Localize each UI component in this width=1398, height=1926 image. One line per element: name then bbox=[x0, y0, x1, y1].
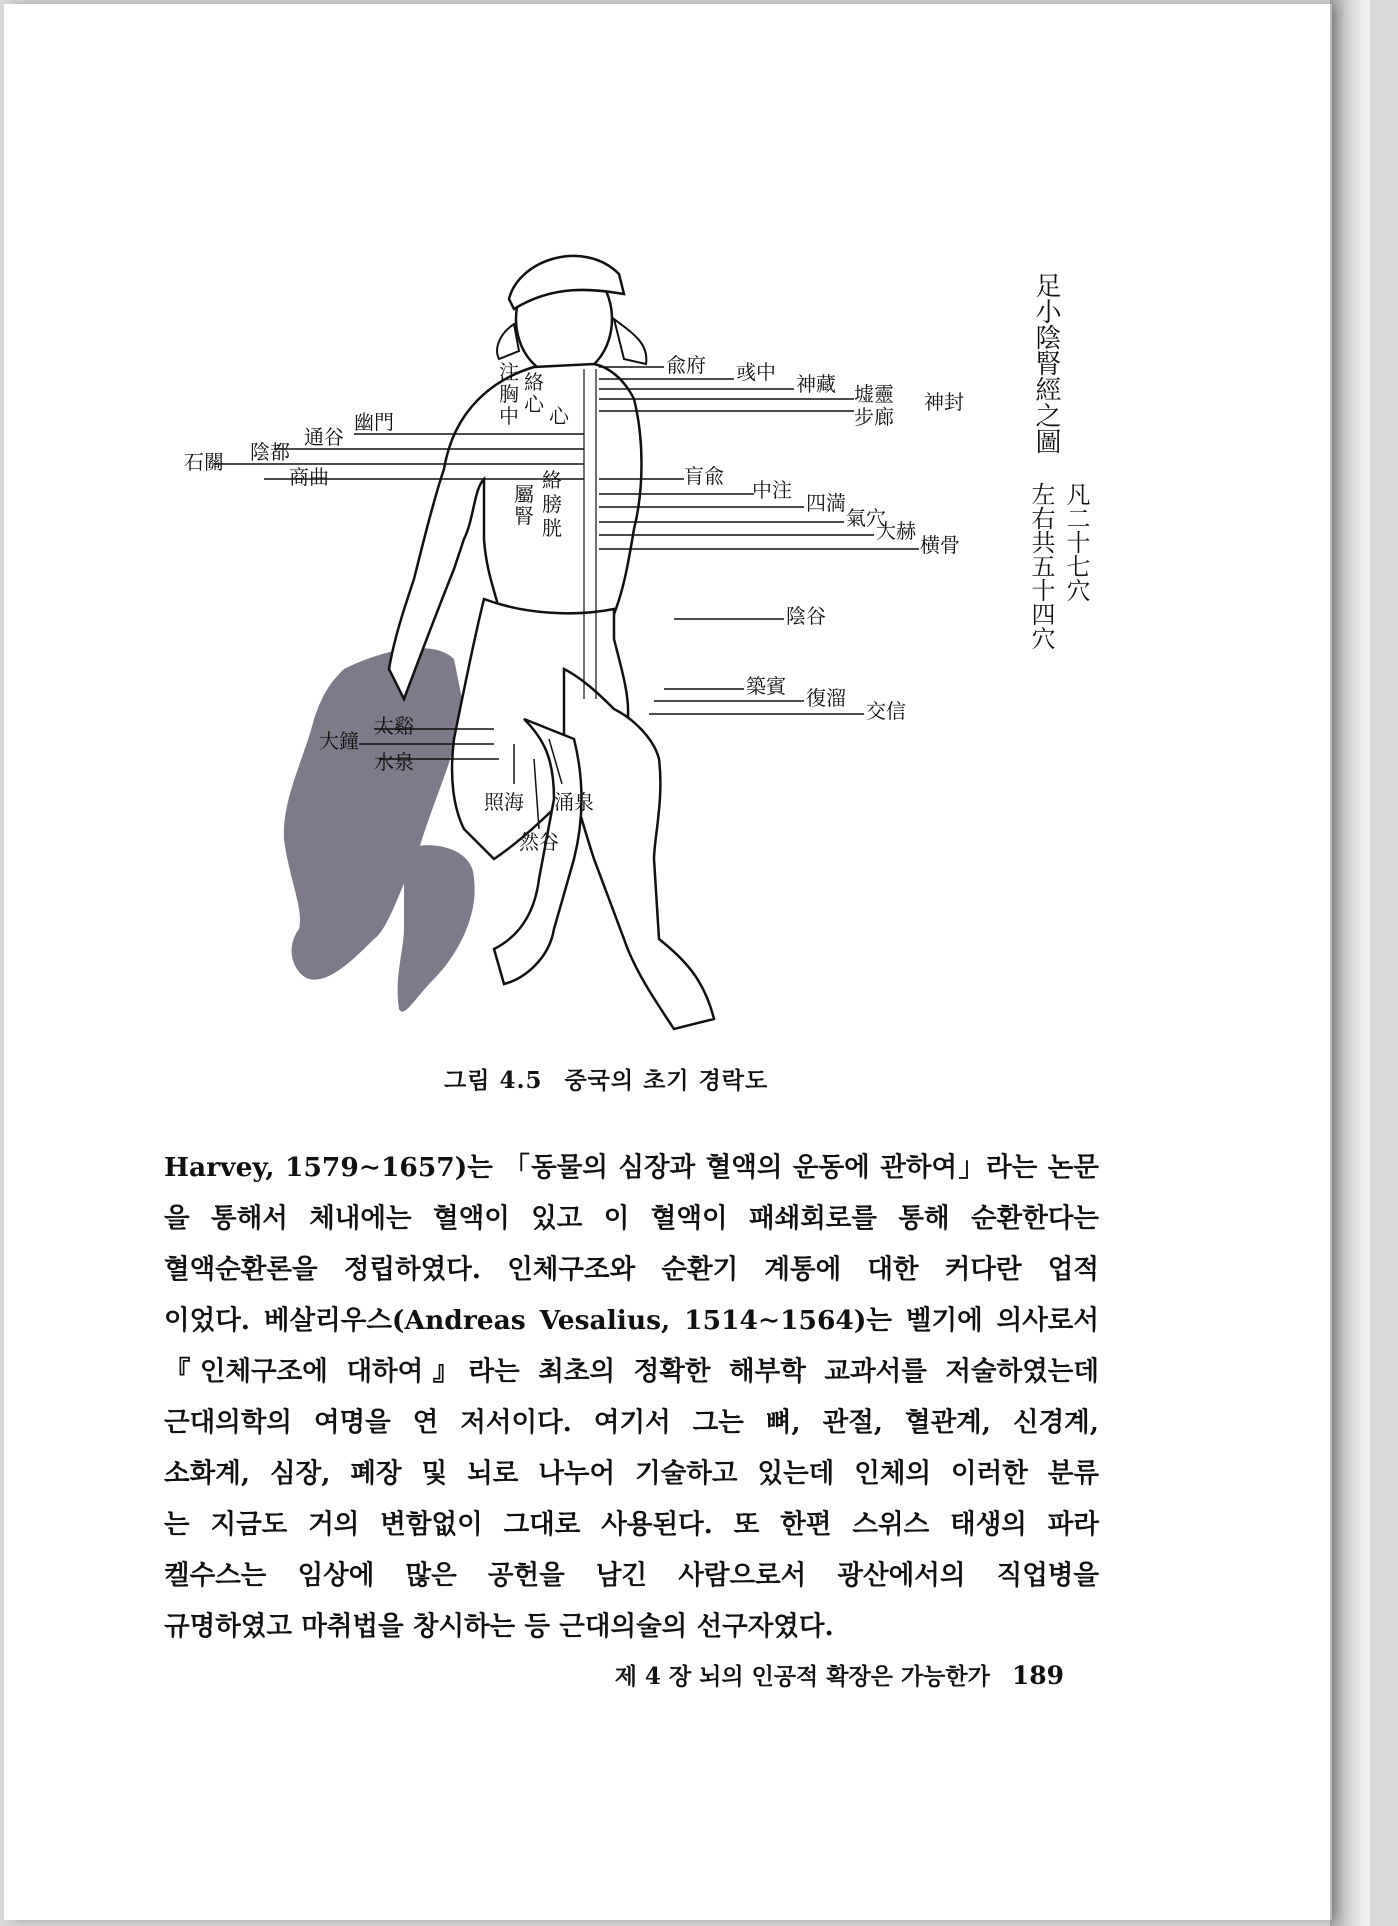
body-line: 규명하였고 마취법을 창시하는 등 근대의술의 선구자였다. bbox=[164, 1611, 834, 1642]
body-line: 소화계, 심장, 폐장 및 뇌로 나누어 기술하고 있는데 인체의 이러한 분류 bbox=[164, 1458, 1099, 1489]
label-siman: 四満 bbox=[806, 491, 846, 515]
body-line: 을 통해서 체내에는 혈액이 있고 이 혈액이 패쇄회로를 통해 순환한다는 bbox=[164, 1203, 1099, 1234]
body-paragraph bbox=[164, 1142, 1099, 1652]
label-guang: 胱 bbox=[542, 516, 562, 540]
body-line: 켈수스는 임상에 많은 공헌을 남긴 사람으로서 광산에서의 직업병을 bbox=[164, 1560, 1099, 1591]
chapter-title: 제 4 장 뇌의 인공적 확장은 가능한가 bbox=[614, 1663, 990, 1690]
left-scarf bbox=[497, 324, 519, 359]
label-shiguan: 石關 bbox=[184, 450, 224, 474]
label-lingxu: 墟靈 bbox=[854, 382, 894, 406]
label-jiaoxin: 交信 bbox=[866, 699, 906, 723]
page-number: 189 bbox=[1011, 1661, 1064, 1690]
body-line: 『인체구조에 대하여』라는 최초의 정확한 해부학 교과서를 저술하였는데 bbox=[164, 1356, 1099, 1387]
label-shuiquan: 水泉 bbox=[374, 750, 414, 774]
label-fuliu: 復溜 bbox=[806, 686, 846, 710]
label-shen: 腎 bbox=[514, 504, 534, 528]
page-edge bbox=[1330, 0, 1370, 1926]
label-henggu: 横骨 bbox=[920, 533, 960, 557]
figure-caption bbox=[444, 1062, 944, 1095]
label-dahe: 大赫 bbox=[876, 519, 916, 543]
body-line: Harvey, 1579∼1657)는 「동물의 심장과 혈액의 운동에 관하여」라는 논문 bbox=[164, 1152, 1099, 1183]
label-huangshu: 肓兪 bbox=[684, 464, 724, 488]
label-zhaohai: 照海 bbox=[484, 790, 524, 814]
label-luo: 絡 bbox=[524, 370, 544, 394]
body-line: 이었다. 베살리우스(Andreas Vesalius, 1514∼1564)는 벨기에 의사로서 bbox=[164, 1305, 1099, 1336]
body-line: 혈액순환론을 정립하였다. 인체구조와 순환기 계통에 대한 커다란 업적 bbox=[164, 1254, 1099, 1285]
label-qixue: 氣穴 bbox=[846, 506, 886, 530]
label-zhubin: 築賓 bbox=[746, 674, 786, 698]
label-yingu: 陰谷 bbox=[786, 604, 826, 628]
figure-note-total: 左右共五十四穴 bbox=[1027, 482, 1055, 650]
body-line: 는 지금도 거의 변함없이 그대로 사용된다. 또 한편 스위스 태생의 파라 bbox=[164, 1509, 1099, 1540]
front-leg bbox=[564, 669, 714, 1029]
label-bulang: 步廊 bbox=[854, 405, 894, 429]
meridian-figure bbox=[154, 239, 1034, 1059]
label-youmen: 幽門 bbox=[354, 410, 394, 434]
label-dazhong: 大鐘 bbox=[319, 729, 359, 753]
rock-lower bbox=[398, 845, 475, 1011]
figure-note-count: 凡二十七穴 bbox=[1062, 482, 1090, 602]
label-yindu: 陰都 bbox=[250, 440, 290, 464]
label-xin: 心 bbox=[524, 392, 544, 416]
headscarf-tie bbox=[614, 319, 646, 364]
meridian-illustration bbox=[154, 239, 1034, 1059]
label-zhongzhu: 中注 bbox=[752, 478, 792, 502]
book-page bbox=[4, 4, 1330, 1920]
label-zhu: 注 bbox=[499, 360, 519, 384]
label-shu: 屬 bbox=[514, 482, 534, 506]
figure-vertical-title: 足小陰腎經之圖 bbox=[1031, 272, 1061, 454]
label-zhong: 中 bbox=[499, 404, 519, 428]
label-xiong: 胸 bbox=[499, 382, 519, 406]
label-shencang: 神藏 bbox=[796, 372, 836, 396]
label-yongquan: 涌泉 bbox=[554, 790, 594, 814]
label-tonggu: 通谷 bbox=[304, 425, 344, 449]
label-yuzhong: 彧中 bbox=[736, 360, 776, 384]
label-xin2: 心 bbox=[549, 404, 569, 428]
label-yufu: 兪府 bbox=[666, 353, 706, 377]
label-pang: 膀 bbox=[542, 492, 562, 516]
label-rangu: 然谷 bbox=[519, 830, 559, 854]
body-line: 근대의학의 여명을 연 저서이다. 여기서 그는 뼈, 관절, 혈관계, 신경계, bbox=[164, 1407, 1099, 1438]
label-luo2: 絡 bbox=[542, 468, 562, 492]
caption-number: 그림 4.5 bbox=[444, 1067, 543, 1094]
caption-text: 중국의 초기 경락도 bbox=[564, 1067, 769, 1094]
label-shangqu: 商曲 bbox=[289, 465, 329, 489]
running-footer bbox=[559, 1658, 1064, 1691]
label-taixi: 太谿 bbox=[374, 714, 414, 738]
label-shenfeng: 神封 bbox=[924, 390, 964, 414]
